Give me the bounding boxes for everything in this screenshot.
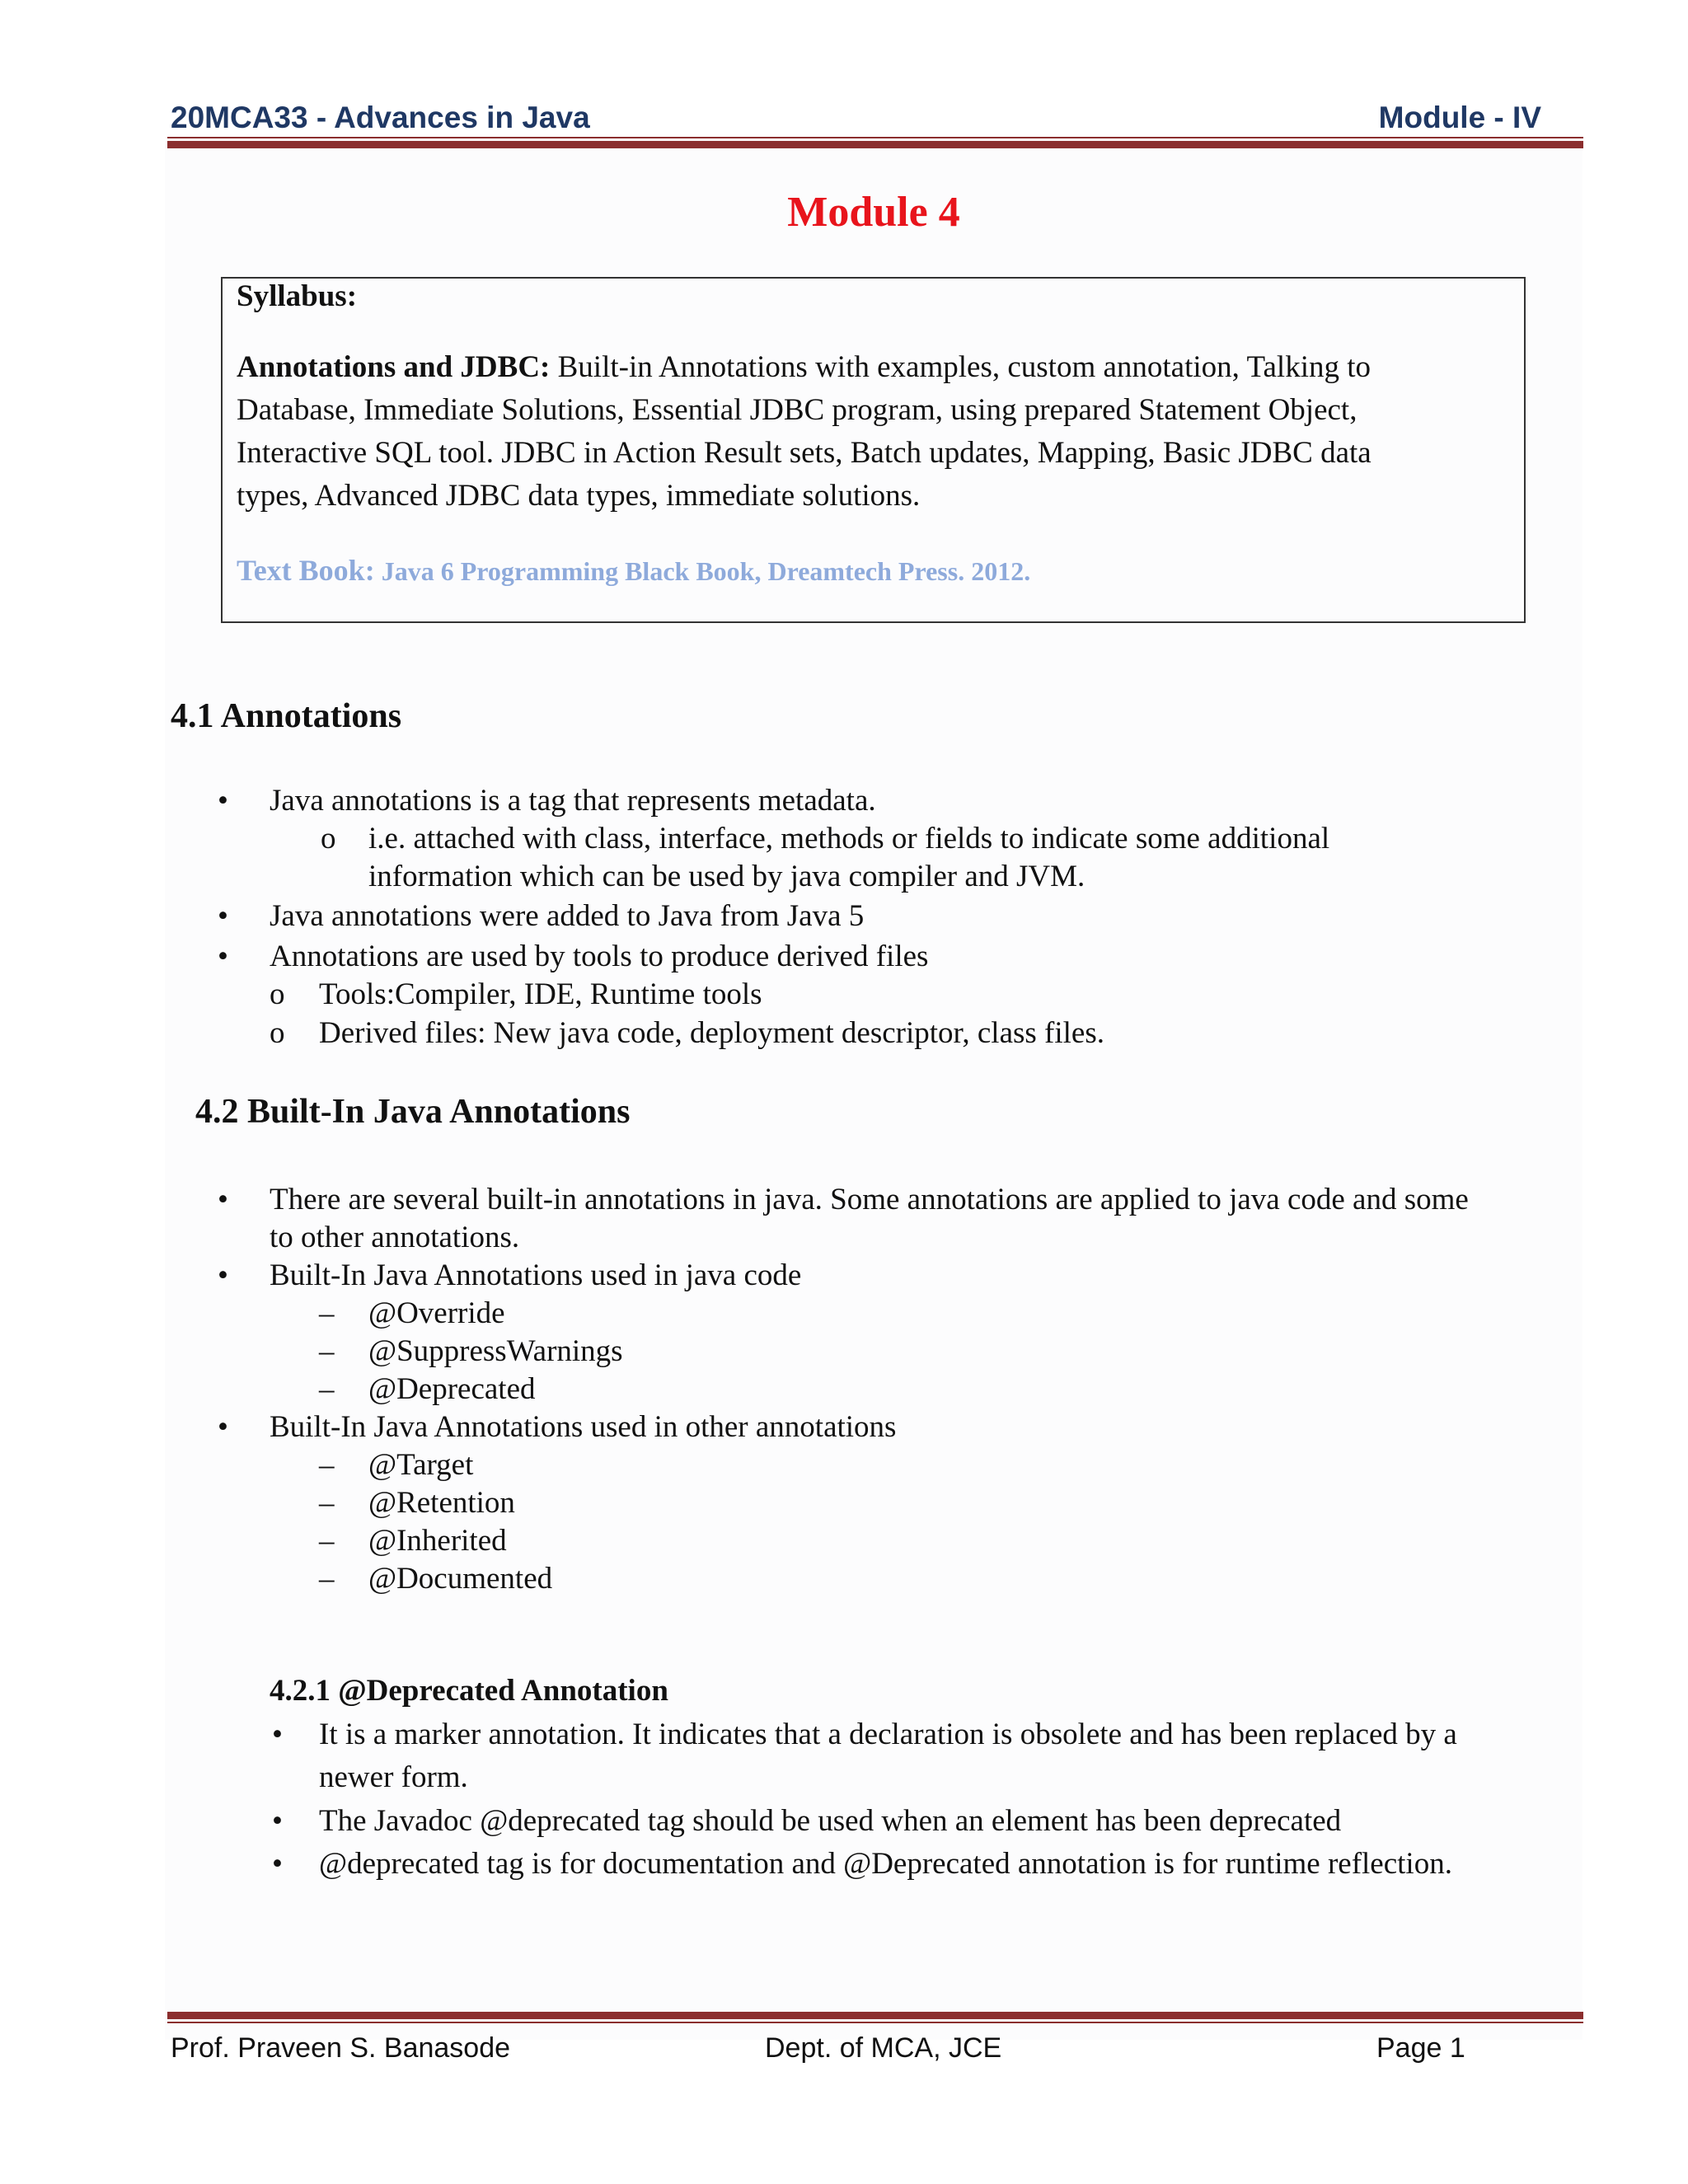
bullet-symbol: • (272, 1718, 283, 1751)
bullet-symbol: • (218, 784, 228, 818)
section-42-heading: 4.2 Built-In Java Annotations (195, 1093, 631, 1131)
dash-symbol: – (319, 1562, 335, 1596)
footer-page: Page 1 (1376, 2032, 1465, 2064)
syllabus-line-1-text: Built-in Annotations with examples, custom annotation, Talking to (550, 350, 1372, 384)
bullet-symbol: • (218, 1410, 228, 1444)
annotation-item: @Inherited (368, 1524, 507, 1558)
dash-symbol: – (319, 1372, 335, 1406)
syllabus-line-2: Database, Immediate Solutions, Essential JDBC program, using prepared Statement Object, (237, 393, 1357, 427)
sub-bullet-symbol: o (321, 822, 336, 855)
section-421-heading: 4.2.1 @Deprecated Annotation (270, 1674, 668, 1708)
sub-bullet-symbol: o (270, 977, 285, 1011)
annotation-item: @Deprecated (368, 1372, 536, 1406)
header-course: 20MCA33 - Advances in Java (171, 101, 590, 134)
syllabus-bold-lead: Annotations and JDBC: (237, 350, 551, 384)
textbook-label: Text Book: (237, 554, 375, 587)
list-item: There are several built-in annotations in java. Some annotations are applied to java code and some (270, 1183, 1469, 1216)
list-item: Tools:Compiler, IDE, Runtime tools (319, 977, 762, 1011)
list-item: to other annotations. (270, 1221, 520, 1254)
footer-dept: Dept. of MCA, JCE (765, 2032, 1002, 2064)
list-item: Java annotations were added to Java from Java 5 (270, 899, 865, 933)
list-item: Built-In Java Annotations used in java code (270, 1258, 802, 1292)
list-item: Java annotations is a tag that represents metadata. (270, 784, 876, 818)
annotation-item: @Override (368, 1296, 505, 1330)
list-item: Derived files: New java code, deployment descriptor, class files. (319, 1016, 1105, 1050)
list-item: information which can be used by java compiler and JVM. (368, 860, 1085, 893)
list-item: Built-In Java Annotations used in other annotations (270, 1410, 897, 1444)
header-rule (167, 141, 1583, 148)
section-41-heading: 4.1 Annotations (171, 697, 402, 735)
header-rule-top (167, 137, 1583, 138)
bullet-symbol: • (272, 1804, 283, 1838)
list-item: @deprecated tag is for documentation and @Deprecated annotation is for runtime reflection. (319, 1847, 1452, 1881)
footer-rule (167, 2012, 1583, 2019)
textbook-title: Java 6 Programming Black Book, Dreamtech Press. 2012. (374, 556, 1031, 586)
dash-symbol: – (319, 1296, 335, 1330)
list-item: Annotations are used by tools to produce derived files (270, 940, 929, 973)
header-module: Module - IV (1378, 101, 1541, 134)
dash-symbol: – (319, 1448, 335, 1482)
sub-bullet-symbol: o (270, 1016, 285, 1050)
syllabus-line-1 (237, 349, 1371, 385)
bullet-symbol: • (218, 1258, 228, 1292)
dash-symbol: – (319, 1334, 335, 1368)
footer-rule-bottom (167, 2022, 1583, 2023)
dash-symbol: – (319, 1524, 335, 1558)
bullet-symbol: • (272, 1847, 283, 1881)
annotation-item: @Retention (368, 1486, 515, 1520)
list-item: The Javadoc @deprecated tag should be used when an element has been deprecated (319, 1804, 1342, 1838)
bullet-symbol: • (218, 899, 228, 933)
page-title: Module 4 (787, 189, 960, 236)
list-item: i.e. attached with class, interface, methods or fields to indicate some additional (368, 822, 1330, 855)
syllabus-label: Syllabus: (237, 279, 358, 313)
syllabus-line-4: types, Advanced JDBC data types, immediate solutions. (237, 479, 921, 513)
annotation-item: @Target (368, 1448, 474, 1482)
footer-author: Prof. Praveen S. Banasode (171, 2032, 511, 2064)
annotation-item: @SuppressWarnings (368, 1334, 623, 1368)
bullet-symbol: • (218, 940, 228, 973)
dash-symbol: – (319, 1486, 335, 1520)
annotation-item: @Documented (368, 1562, 553, 1596)
syllabus-line-3: Interactive SQL tool. JDBC in Action Result sets, Batch updates, Mapping, Basic JDBC data (237, 436, 1372, 470)
bullet-symbol: • (218, 1183, 228, 1216)
textbook-line (237, 553, 1030, 588)
list-item: It is a marker annotation. It indicates that a declaration is obsolete and has been replaced by a (319, 1718, 1457, 1751)
list-item: newer form. (319, 1760, 468, 1794)
